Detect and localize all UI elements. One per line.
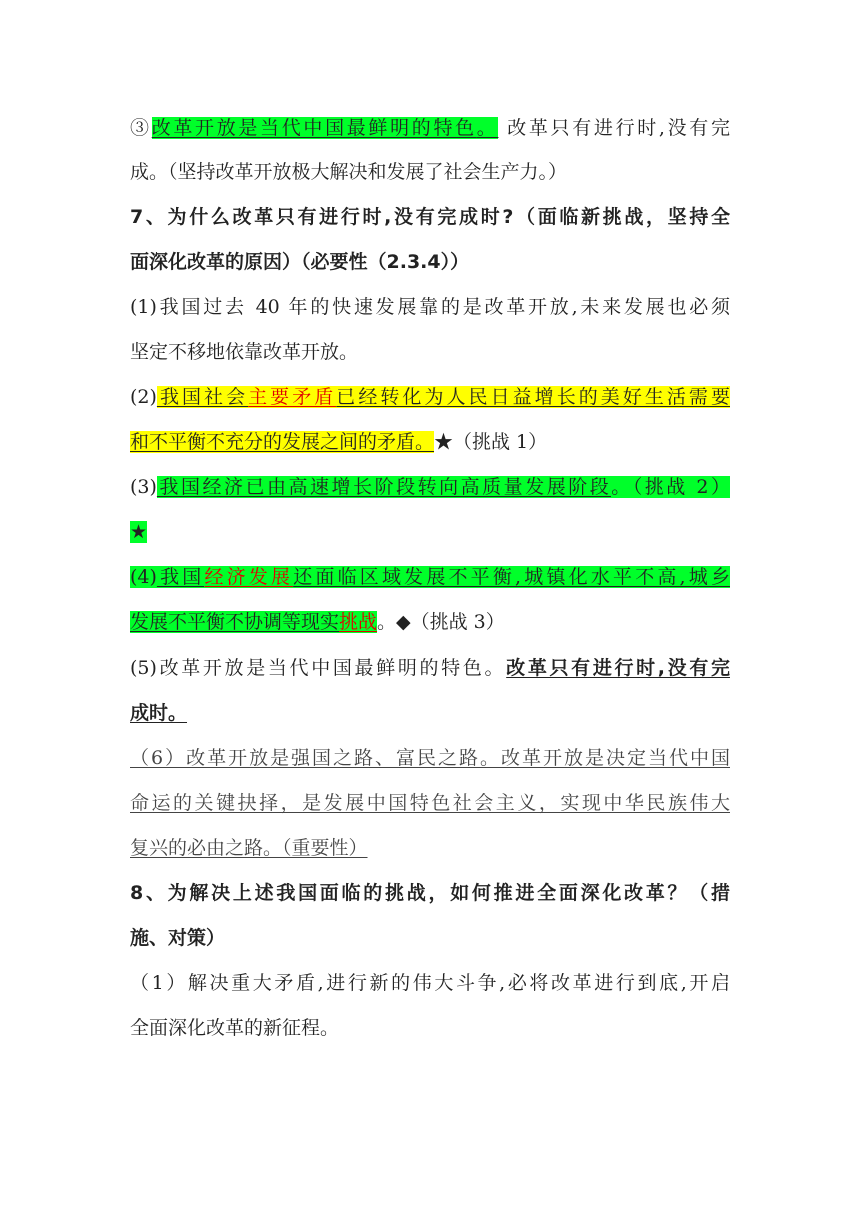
text-segment: 成时。 xyxy=(130,702,188,724)
text-segment: ★ xyxy=(130,521,148,543)
question-8-heading xyxy=(130,873,730,913)
text-line-5 xyxy=(130,287,730,327)
text-segment: (1)我国过去 40 年的快速发展靠的是改革开放,未来发展也必须 xyxy=(130,296,730,318)
text-segment: （6）改革开放是强国之路、富民之路。改革开放是决定当代中国 xyxy=(130,747,730,769)
text-segment: 全面深化改革的新征程。 xyxy=(130,1017,340,1039)
text-line-8 xyxy=(130,422,730,462)
text-line-16 xyxy=(130,783,730,823)
text-segment: 7、为什么改革只有进行时,没有完成时?（面临新挑战，坚持全 xyxy=(130,206,730,228)
text-line-7 xyxy=(130,377,730,417)
text-segment: 我国 xyxy=(156,566,205,588)
text-segment: 挑战 xyxy=(339,611,378,633)
text-segment: (2) xyxy=(130,386,157,408)
text-line-20 xyxy=(130,963,730,1003)
text-segment: 我国社会 xyxy=(156,386,249,408)
text-segment: 复兴的必由之路。（重要性） xyxy=(130,837,368,859)
text-segment: 8、为解决上述我国面临的挑战，如何推进全面深化改革？（措 xyxy=(130,882,730,904)
text-segment: 。（挑战 2） xyxy=(611,476,730,498)
text-segment: （1）解决重大矛盾,进行新的伟大斗争,必将改革进行到底,开启 xyxy=(130,972,730,994)
text-segment: 改革只有进行时,没有完 xyxy=(506,657,730,679)
text-segment: 改革只有进行时,没有完 xyxy=(498,117,730,139)
text-segment: ★（挑战 1） xyxy=(434,431,548,453)
text-line-1 xyxy=(130,108,730,148)
text-segment: ③ xyxy=(130,117,152,139)
text-line-13 xyxy=(130,648,730,688)
text-segment: 主要矛盾 xyxy=(248,386,337,408)
text-segment: 命运的关键抉择，是发展中国特色社会主义，实现中华民族伟大 xyxy=(130,792,730,814)
text-segment: 还面临区域发展不平衡,城镇化水平不高,城乡 xyxy=(293,566,730,588)
text-segment: 。 xyxy=(476,117,499,139)
text-line-14 xyxy=(130,693,730,733)
text-segment: 发展不平衡不协调等现实 xyxy=(130,611,340,633)
text-segment: (3) xyxy=(130,476,157,498)
text-line-17 xyxy=(130,828,730,868)
text-segment: 经济发展 xyxy=(204,566,294,588)
text-segment: 坚定不移地依靠改革开放。 xyxy=(130,341,359,363)
text-segment: 。◆（挑战 3） xyxy=(377,611,505,633)
text-line-15 xyxy=(130,738,730,778)
text-line-6 xyxy=(130,332,730,372)
text-segment: 成。（坚持改革开放极大解决和发展了社会生产力。） xyxy=(130,161,568,183)
question-7-heading xyxy=(130,197,730,237)
text-line-21 xyxy=(130,1008,730,1048)
question-8-heading-cont xyxy=(130,918,730,958)
text-line-9 xyxy=(130,467,730,507)
text-segment: 施、对策） xyxy=(130,927,226,949)
text-segment: 我国经济已由高速增长阶段转向高质量发展阶段 xyxy=(156,476,612,498)
text-line-2 xyxy=(130,152,730,192)
text-segment: (4) xyxy=(130,566,157,588)
text-segment: 和不平衡不充分的发展之间的矛盾。 xyxy=(130,431,435,453)
text-line-10 xyxy=(130,512,730,552)
text-segment: 面深化改革的原因）（必要性（2.3.4）） xyxy=(130,251,470,273)
question-7-heading-cont xyxy=(130,242,730,282)
text-line-12 xyxy=(130,602,730,642)
text-segment: 已经转化为人民日益增长的美好生活需要 xyxy=(336,386,730,408)
text-line-11 xyxy=(130,557,730,597)
text-segment: (5)改革开放是当代中国最鲜明的特色。 xyxy=(130,657,507,679)
text-segment: 改革开放是当代中国最鲜明的特色 xyxy=(151,117,477,139)
